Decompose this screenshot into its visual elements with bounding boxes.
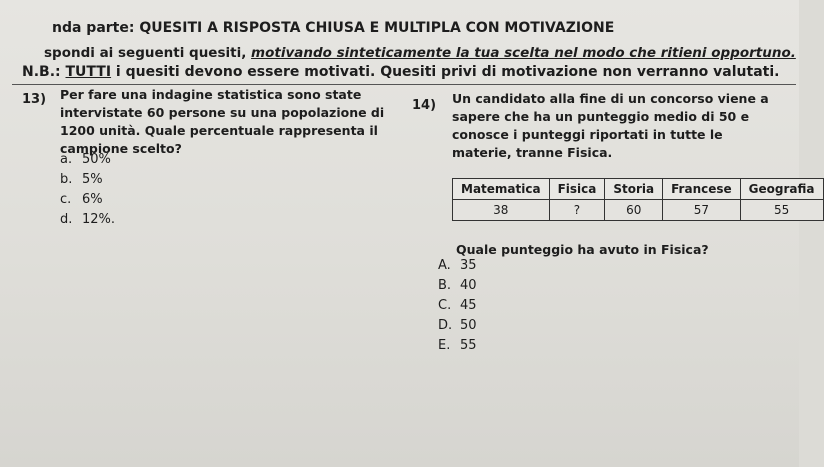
table-cell: 55 [740, 200, 823, 221]
option-value: 40 [460, 278, 477, 293]
instructions [44, 45, 796, 61]
q14-option-c[interactable] [438, 296, 477, 316]
option-value: 5% [82, 172, 103, 187]
table-header: Geografia [740, 179, 823, 200]
option-letter: d. [60, 212, 73, 227]
option-letter: B. [438, 278, 452, 293]
q13-option-c[interactable] [60, 190, 115, 210]
option-letter: a. [60, 152, 73, 167]
q13-text: Per fare una indagine statistica sono state intervistate 60 persone su una popolazione di 1200 unità. Quale percentuale rappresenta il campione scelto? [60, 87, 385, 156]
q14-option-d[interactable] [438, 316, 477, 336]
q14-option-e[interactable] [438, 336, 477, 356]
q14-option-a[interactable] [438, 256, 477, 276]
q14-question: Quale punteggio ha avuto in Fisica? [456, 242, 709, 257]
option-letter: C. [438, 298, 452, 313]
option-value: 45 [460, 298, 477, 313]
q14-options [438, 256, 477, 356]
table-header: Francese [663, 179, 741, 200]
section-title: nda parte: QUESITI A RISPOSTA CHIUSA E MULTIPLA CON MOTIVAZIONE [52, 20, 615, 36]
nb-underlined: TUTTI [65, 64, 112, 80]
option-value: 6% [82, 192, 103, 207]
q14-number: 14) [412, 98, 437, 113]
option-letter: c. [60, 192, 72, 207]
header-divider [12, 84, 796, 85]
nb-rest: i quesiti devono essere motivati. Quesiti privi di motivazione non verranno valutati. [111, 64, 780, 80]
option-letter: b. [60, 172, 73, 187]
table-header: Storia [605, 179, 663, 200]
table-cell: ? [549, 200, 605, 221]
q13-number: 13) [22, 92, 47, 107]
option-letter: A. [438, 258, 451, 273]
option-value: 50% [82, 152, 111, 167]
q14-text: Un candidato alla fine di un concorso viene a sapere che ha un punteggio medio di 50 e conosce i punteggi riportati in tutte le materie, tranne Fisica. [452, 91, 769, 160]
table-cell: 57 [663, 200, 741, 221]
table-row [453, 200, 824, 221]
option-letter: E. [438, 338, 451, 353]
q13-option-b[interactable] [60, 170, 115, 190]
q14-option-b[interactable] [438, 276, 477, 296]
table-header: Matematica [453, 179, 550, 200]
q13-option-a[interactable] [60, 150, 115, 170]
option-value: 50 [460, 318, 477, 333]
q13-option-d[interactable] [60, 210, 115, 230]
nb-prefix: N.B.: [22, 64, 66, 80]
option-value: 55 [460, 338, 477, 353]
option-value: 35 [460, 258, 477, 273]
table-header-row [453, 179, 824, 200]
subject-scores-table [452, 178, 824, 221]
q13-options [60, 150, 115, 230]
table-cell: 60 [605, 200, 663, 221]
option-value: 12%. [82, 212, 116, 227]
instructions-emphasis: motivando sinteticamente la tua scelta nel modo che ritieni opportuno. [251, 45, 796, 61]
table-header: Fisica [549, 179, 605, 200]
option-letter: D. [438, 318, 453, 333]
nb-note [22, 64, 779, 80]
instructions-prefix: spondi ai seguenti quesiti, [44, 45, 252, 61]
table-cell: 38 [453, 200, 550, 221]
